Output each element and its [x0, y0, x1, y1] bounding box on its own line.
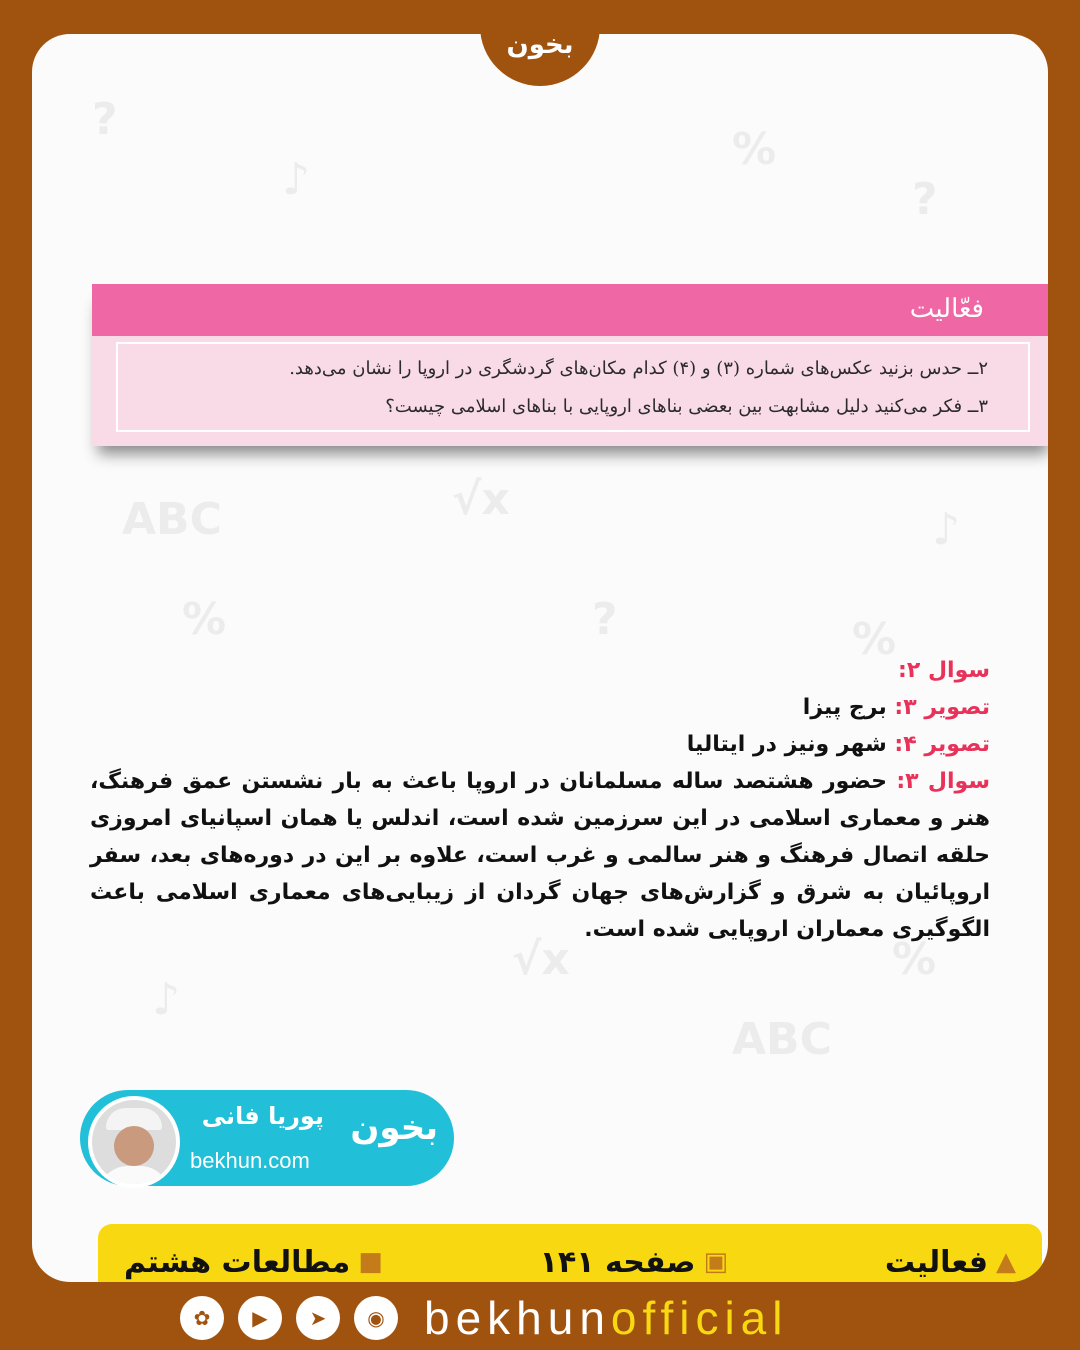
activity-header — [92, 284, 1048, 336]
activity-question-2: ۲ــ حدس بزنید عکس‌های شماره (۳) و (۴) کدام مکان‌های گردشگری در اروپا را نشان می‌دهد. — [289, 358, 988, 379]
bar-activity-label: فعالیت — [884, 1244, 988, 1280]
content-card — [32, 34, 1048, 1282]
aparat-icon[interactable]: ✿ — [180, 1296, 224, 1340]
author-site[interactable]: bekhun.com — [190, 1148, 310, 1173]
brand-handle-yellow: official — [610, 1292, 789, 1344]
img3-answer: برج پیزا — [802, 695, 887, 720]
bar-subject-label: مطالعات هشتم — [124, 1244, 351, 1280]
activity-question-3: ۳ــ فکر می‌کنید دلیل مشابهت بین بعضی بناهای اروپایی با بناهای اسلامی چیست؟ — [385, 396, 988, 417]
background-doodles: ? ♪ % ? ABC √x ♪ % ? % √x ♪ % ABC — [92, 94, 961, 1065]
textbook-activity-box — [92, 284, 1048, 446]
avatar — [88, 1096, 180, 1188]
q3-label: سوال ۳: — [896, 769, 990, 794]
youtube-icon[interactable]: ▶ — [238, 1296, 282, 1340]
bar-item-activity — [885, 1245, 1016, 1280]
img4-answer: شهر ونیز در ایتالیا — [686, 732, 887, 757]
bar-item-subject — [124, 1245, 383, 1280]
brand-handle[interactable] — [424, 1291, 788, 1345]
book-icon: ▣ — [703, 1247, 729, 1277]
graduation-cap-icon: ■ — [358, 1247, 383, 1277]
img4-label: تصویر ۴: — [894, 732, 990, 757]
author-name: پوریا فانی — [201, 1102, 324, 1130]
instagram-icon[interactable]: ◉ — [354, 1296, 398, 1340]
brand-handle-white: bekhun — [424, 1292, 611, 1344]
top-logo: بخون — [506, 30, 574, 60]
info-bar — [98, 1224, 1042, 1282]
q3-answer: حضور هشتصد ساله مسلمانان در اروپا باعث به بار نشستن عمق فرهنگ، هنر و معماری اسلامی در این سرزمین شده است، اندلس یا همان اسپانیای امروزی حلقه اتصال فرهنگ و هنر سالمی و غرب است، علاوه بر این در دوره‌های بعد، سفر اروپائیان به شرق و گزارش‌های جهان گردان از زیبایی‌های معماری اسلامی باعث الگوگیری معماران اروپایی شده است. — [90, 769, 990, 942]
telegram-icon[interactable]: ➤ — [296, 1296, 340, 1340]
author-logo: بخون — [350, 1108, 438, 1148]
bar-page-label: صفحه ۱۴۱ — [539, 1244, 696, 1280]
activity-title: فعّالیت — [909, 294, 984, 324]
author-badge — [80, 1090, 454, 1186]
activity-questions — [116, 342, 1030, 432]
img3-label: تصویر ۳: — [894, 695, 990, 720]
answer-text — [90, 652, 990, 948]
q2-label: سوال ۲: — [898, 658, 990, 683]
social-footer — [180, 1288, 900, 1348]
bar-item-page — [540, 1245, 728, 1280]
teacher-icon: ▲ — [996, 1247, 1016, 1277]
